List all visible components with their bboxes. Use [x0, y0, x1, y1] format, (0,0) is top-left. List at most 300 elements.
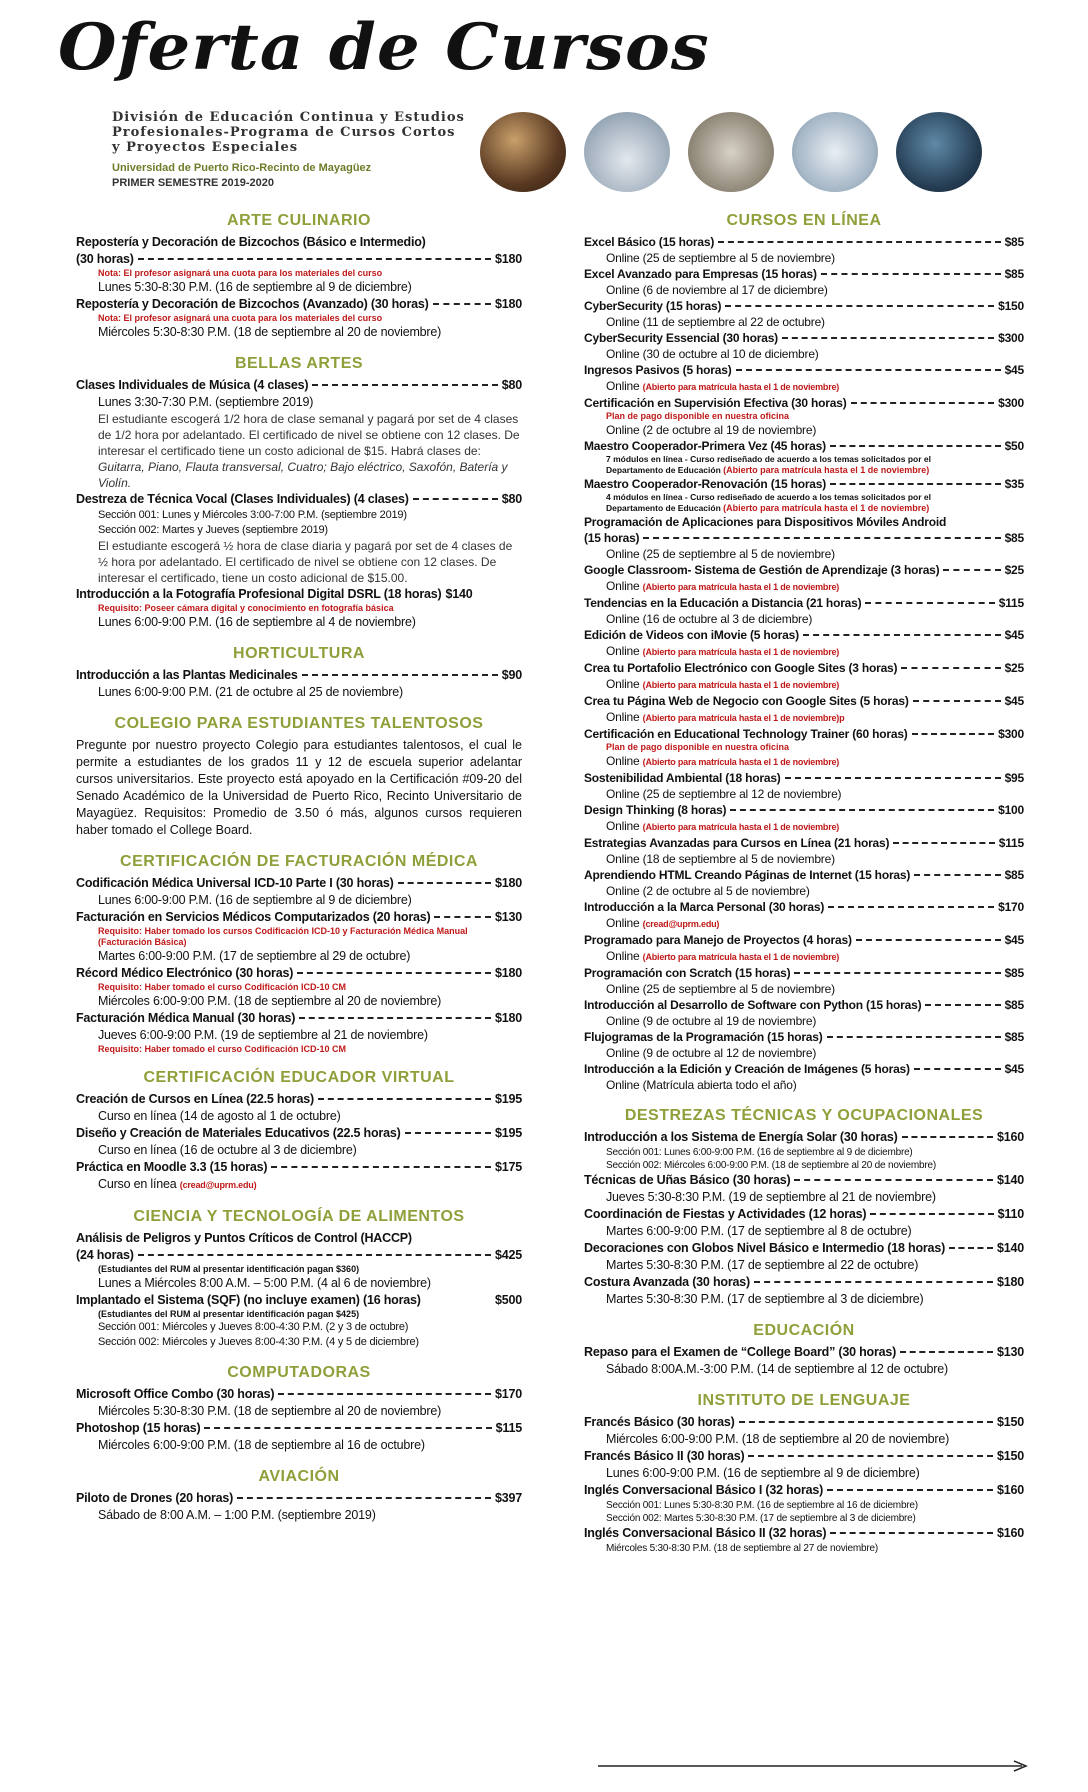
course-row [584, 266, 1024, 282]
online-course [584, 330, 1024, 362]
enrollment-note: (Abierto para matrícula hasta el 1 de noviembre) [642, 647, 840, 657]
online-course [584, 997, 1024, 1029]
course-row [76, 1490, 522, 1507]
course-schedule: Miércoles 6:00-9:00 P.M. (18 de septiembre al 20 de noviembre) [98, 994, 442, 1008]
course-price: $35 [1004, 477, 1024, 491]
course-schedule: Miércoles 5:30-8:30 P.M. (18 de septiembre al 20 de noviembre) [98, 1404, 442, 1418]
section-bellas-artes [76, 355, 522, 631]
course-name: Programación de Aplicaciones para Dispositivos Móviles Android [584, 515, 947, 529]
course-name: Estrategias Avanzadas para Cursos en Línea (21 horas) [584, 836, 890, 850]
email-link[interactable]: (cread@uprm.edu) [179, 1180, 257, 1190]
course-schedule: Sábado 8:00A.M.-3:00 P.M. (14 de septiembre al 12 de octubre) [606, 1362, 948, 1376]
section-title: ARTE CULINARIO [227, 212, 371, 229]
course-schedule: Sábado de 8:00 A.M. – 1:00 P.M. (septiembre 2019) [98, 1508, 376, 1522]
course-price: $397 [494, 1491, 522, 1505]
section-facturacion [76, 853, 522, 1055]
dash-leader [413, 498, 498, 500]
section-horticultura [76, 645, 522, 701]
course-row [76, 1247, 522, 1264]
course-price: $45 [1004, 628, 1024, 642]
course-row [584, 1240, 1024, 1257]
dash-leader [433, 303, 491, 305]
course-name: Design Thinking (8 horas) [584, 803, 727, 817]
enrollment-note: (Abierto para matrícula hasta el 1 de noviembre) [642, 757, 840, 767]
course-price: $150 [998, 299, 1024, 313]
dash-leader [851, 402, 995, 404]
enrollment-note: (Abierto para matrícula hasta el 1 de noviembre) [642, 382, 840, 392]
tablet-photo [792, 112, 878, 192]
section-computadoras [76, 1364, 522, 1454]
section-aviacion [76, 1468, 522, 1524]
course-schedule: Curso en línea (cread@uprm.edu) [98, 1177, 257, 1191]
dash-leader [830, 1532, 993, 1534]
course-name-cont: (24 horas) [76, 1248, 134, 1262]
course-schedule: Online (2 de octubre al 5 de noviembre) [606, 884, 810, 898]
course-schedule: Online (25 de septiembre al 5 de noviembre) [606, 251, 835, 265]
course-row [584, 1206, 1024, 1223]
dash-leader [785, 777, 1001, 779]
course-schedule: Online (Abierto para matrícula hasta el 1 de noviembre) [606, 579, 840, 593]
section-title: DESTREZAS TÉCNICAS Y OCUPACIONALES [624, 1107, 984, 1124]
online-course [584, 835, 1024, 867]
course-section: Sección 001: Lunes 6:00-9:00 P.M. (16 de septiembre al 9 de diciembre) [606, 1147, 913, 1158]
course-name: Análisis de Peligros y Puntos Críticos de Control (HACCP) [76, 1231, 412, 1245]
dash-leader [901, 667, 1000, 669]
course-price: $300 [998, 396, 1024, 410]
dash-leader [870, 1213, 993, 1215]
course-name: Costura Avanzada (30 horas) [584, 1275, 750, 1289]
section-title: HORTICULTURA [233, 645, 365, 662]
course-row [584, 693, 1024, 709]
dash-leader [405, 1132, 491, 1134]
course-row [76, 1159, 522, 1176]
course-schedule: Lunes 5:30-8:30 P.M. (16 de septiembre al 9 de diciembre) [98, 280, 412, 294]
course-row [584, 1129, 1024, 1146]
hands-photo [688, 112, 774, 192]
course-price: $45 [1004, 1062, 1024, 1076]
section-title: AVIACIÓN [258, 1468, 340, 1485]
course-schedule: Online (25 de septiembre al 5 de noviembre) [606, 982, 835, 996]
dash-leader [949, 1247, 993, 1249]
course-name: Francés Básico II (30 horas) [584, 1449, 745, 1463]
course-price: $45 [1004, 694, 1024, 708]
course-name: Introducción al Desarrollo de Software con Python (15 horas) [584, 998, 922, 1012]
dash-leader [736, 369, 1001, 371]
course-name: Inglés Conversacional Básico II (32 horas) [584, 1526, 827, 1540]
course-name: Crea tu Portafolio Electrónico con Google Sites (3 horas) [584, 661, 898, 675]
course-section: Sección 002: Martes y Jueves (septiembre 2019) [98, 524, 328, 536]
course-note: Requisito: Haber tomado el curso Codificación ICD-10 CM [98, 1044, 347, 1054]
kitchen-photo [480, 112, 566, 192]
course-schedule: Jueves 6:00-9:00 P.M. (19 de septiembre al 21 de noviembre) [98, 1028, 428, 1042]
course-row [584, 726, 1024, 742]
course-price: $85 [1004, 235, 1024, 249]
colegio-description: Pregunte por nuestro proyecto Colegio para estudiantes talentosos, el cual le permite a estudiantes de los grados 11 y 12 de escuela superior adelantar cursos universitarios. Este proyecto está apoyado en la Certificación #09-20 del Senado Académico de la Universidad de Puerto Rico, Recinto Universitario de Mayagüez. Requisitos: Promedio de 3.50 ó más, algunos cursos requieren haber tomado el College Board. [76, 738, 522, 837]
dash-leader [299, 1017, 491, 1019]
university-name: Universidad de Puerto Rico-Recinto de Mayagüez [112, 162, 372, 174]
online-course [584, 899, 1024, 932]
course-name: Implantado el Sistema (SQF) (no incluye examen) (16 horas) [76, 1293, 421, 1307]
course-price: $300 [998, 727, 1024, 741]
course-name: Sostenibilidad Ambiental (18 horas) [584, 771, 781, 785]
course-schedule: Miércoles 5:30-8:30 P.M. (18 de septiembre al 27 de noviembre) [606, 1543, 879, 1554]
course-schedule: Lunes 3:30-7:30 P.M. (septiembre 2019) [98, 395, 314, 409]
section-title: BELLAS ARTES [234, 355, 364, 372]
semester-label: PRIMER SEMESTRE 2019-2020 [112, 177, 275, 189]
course-price: $115 [998, 836, 1024, 850]
course-schedule: Online (9 de octubre al 19 de noviembre) [606, 1014, 817, 1028]
course-price: $100 [998, 803, 1024, 817]
dash-leader [237, 1497, 491, 1499]
course-row [584, 234, 1024, 250]
online-course [584, 298, 1024, 330]
course-schedule: Online (11 de septiembre al 22 de octubre) [606, 315, 825, 329]
course-row [76, 1125, 522, 1142]
dash-leader [138, 258, 491, 260]
online-course [584, 693, 1024, 726]
dash-leader [434, 916, 491, 918]
course-name: Maestro Cooperador-Renovación (15 horas) [584, 477, 827, 491]
course-schedule: Online (Matrícula abierta todo el año) [606, 1078, 797, 1092]
course-row [584, 867, 1024, 883]
online-course [584, 595, 1024, 627]
course-name: Excel Básico (15 horas) [584, 235, 715, 249]
enrollment-note: (Abierto para matrícula hasta el 1 de noviembre) [723, 503, 930, 513]
dash-leader [902, 1136, 993, 1138]
course-name: Certificación en Educational Technology Trainer (60 horas) [584, 727, 908, 741]
course-price: $50 [1004, 439, 1024, 453]
dash-leader [827, 1489, 993, 1491]
course-price: $150 [996, 1449, 1024, 1463]
course-name: Introducción a la Edición y Creación de Imágenes (5 horas) [584, 1062, 910, 1076]
course-row [584, 362, 1024, 378]
course-price: $80 [501, 492, 522, 506]
course-row [584, 965, 1024, 981]
section-destrezas [584, 1107, 1024, 1308]
dash-leader [914, 874, 1000, 876]
enrollment-note: (Abierto para matrícula hasta el 1 de noviembre) [642, 822, 840, 832]
course-row [584, 627, 1024, 643]
course-schedule: Martes 5:30-8:30 P.M. (17 de septiembre al 3 de diciembre) [606, 1292, 924, 1306]
course-row [76, 909, 522, 926]
course-row [76, 965, 522, 982]
dash-leader [821, 273, 1001, 275]
dash-leader [730, 809, 994, 811]
course-description: El estudiante escogerá 1/2 hora de clase semanal y pagará por set de 4 clases de 1/2 hora por adelantado. El certificado de nivel se obtiene con 12 clases. De interesar el certificado tiene un costo adicional de $15. Habrá clases de: [98, 412, 520, 458]
course-schedule: Jueves 5:30-8:30 P.M. (19 de septiembre al 21 de noviembre) [606, 1190, 936, 1204]
dash-leader [725, 305, 994, 307]
course-row [584, 1172, 1024, 1189]
enrollment-note: (cread@uprm.edu) [642, 919, 720, 929]
course-name: Facturación en Servicios Médicos Computarizados (20 horas) [76, 910, 431, 924]
course-row [584, 1482, 1024, 1499]
course-name: Creación de Cursos en Línea (22.5 horas) [76, 1092, 314, 1106]
course-price: $130 [996, 1345, 1024, 1359]
course-note: Nota: El profesor asignará una cuota para los materiales del curso [98, 313, 383, 323]
course-price: $500 [494, 1293, 522, 1307]
course-price: $140 [445, 587, 473, 601]
course-name: Microsoft Office Combo (30 horas) [76, 1387, 275, 1401]
course-price: $115 [998, 596, 1024, 610]
dash-leader [138, 1254, 491, 1256]
course-description: El estudiante escogerá ½ hora de clase diaria y pagará por set de 4 clases de ½ hora por adelantado. El certificado de nivel se obtiene con 12 clases. De interesar el certificado, tiene un costo adicional de $15.00. [98, 539, 513, 585]
course-row [584, 438, 1024, 454]
course-price: $140 [996, 1173, 1024, 1187]
course-name: CyberSecurity Essencial (30 horas) [584, 331, 778, 345]
course-schedule: Martes 6:00-9:00 P.M. (17 de septiembre al 29 de octubre) [98, 949, 411, 963]
section-title: CERTIFICACIÓN EDUCADOR VIRTUAL [143, 1069, 455, 1086]
online-course [584, 726, 1024, 770]
course-schedule: Online (Abierto para matrícula hasta el 1 de noviembre) [606, 949, 840, 963]
course-schedule: Online (9 de octubre al 12 de noviembre) [606, 1046, 817, 1060]
course-section: Sección 002: Martes 5:30-8:30 P.M. (17 de septiembre al 3 de diciembre) [606, 1513, 916, 1524]
student-discount: (Estudiantes del RUM al presentar identificación pagan $425) [98, 1309, 360, 1319]
dash-leader [830, 483, 1001, 485]
course-name: Técnicas de Uñas Básico (30 horas) [584, 1173, 791, 1187]
course-price: $160 [996, 1483, 1024, 1497]
course-schedule: Online (Abierto para matrícula hasta el 1 de noviembre) [606, 677, 840, 691]
course-name: Introducción a los Sistema de Energía Solar (30 horas) [584, 1130, 898, 1144]
course-schedule: Online (25 de septiembre al 12 de noviembre) [606, 787, 842, 801]
course-price: $115 [495, 1421, 522, 1435]
online-course [584, 1029, 1024, 1061]
course-schedule: Curso en línea (14 de agosto al 1 de octubre) [98, 1109, 341, 1123]
course-price: $85 [1004, 531, 1024, 545]
course-row [584, 530, 1024, 546]
course-name: Coordinación de Fiestas y Actividades (12 horas) [584, 1207, 867, 1221]
course-price: $25 [1004, 661, 1024, 675]
course-schedule: Online (30 de octubre al 10 de diciembre) [606, 347, 819, 361]
dash-leader [398, 882, 491, 884]
dash-leader [297, 972, 491, 974]
payment-plan-note: Plan de pago disponible en nuestra oficina [606, 411, 790, 421]
course-price: $300 [998, 331, 1024, 345]
course-name: Repostería y Decoración de Bizcochos (Avanzado) (30 horas) [76, 297, 429, 311]
course-name: Google Classroom- Sistema de Gestión de Aprendizaje (3 horas) [584, 563, 940, 577]
course-section: Sección 002: Miércoles 6:00-9:00 P.M. (18 de septiembre al 20 de noviembre) [606, 1160, 937, 1171]
online-course [584, 266, 1024, 298]
course-schedule: Online (25 de septiembre al 5 de noviembre) [606, 547, 835, 561]
section-cursos-en-linea [584, 212, 1024, 1093]
dash-leader [925, 1004, 1000, 1006]
course-row [584, 1274, 1024, 1291]
course-section: Sección 001: Miércoles y Jueves 8:00-4:30 P.M. (2 y 3 de octubre) [98, 1321, 409, 1333]
course-schedule: Online (Abierto para matrícula hasta el 1 de noviembre)p [606, 710, 845, 724]
course-note: Requisito: Poseer cámara digital y conocimiento en fotografía básica [98, 603, 394, 613]
online-course [584, 867, 1024, 899]
course-name: CyberSecurity (15 horas) [584, 299, 722, 313]
course-note: Requisito: Haber tomado el curso Codificación ICD-10 CM [98, 982, 347, 992]
course-schedule: Online (Abierto para matrícula hasta el 1 de noviembre) [606, 644, 840, 658]
right-column [584, 206, 1024, 1569]
course-note: Requisito: Haber tomado los cursos Codificación ICD-10 y Facturación Médica Manual (Facturación Básica) [98, 926, 468, 947]
online-course [584, 1061, 1024, 1093]
online-course [584, 627, 1024, 660]
course-price: $180 [494, 966, 522, 980]
dash-leader [827, 1036, 1001, 1038]
course-name: Récord Médico Electrónico (30 horas) [76, 966, 294, 980]
dash-leader [943, 569, 1000, 571]
course-name: Diseño y Creación de Materiales Educativos (22.5 horas) [76, 1126, 401, 1140]
course-name: Introducción a la Marca Personal (30 horas) [584, 900, 825, 914]
dash-leader [803, 634, 1001, 636]
course-schedule: Martes 6:00-9:00 P.M. (17 de septiembre al 8 de octubre) [606, 1224, 912, 1238]
guitar-photo [896, 112, 982, 192]
online-course [584, 438, 1024, 476]
section-title: CURSOS EN LÍNEA [726, 212, 882, 229]
dash-leader [643, 537, 1000, 539]
instrument-list: Guitarra, Piano, Flauta transversal, Cuatro; Bajo eléctrico, Saxofón, Batería y Violín. [98, 460, 508, 490]
division-name: División de Educación Continua y Estudios Profesionales-Programa de Cursos Cortos y Proyectos Especiales [112, 110, 465, 155]
course-price: $95 [1004, 771, 1024, 785]
payment-plan-note: Plan de pago disponible en nuestra oficina [606, 742, 790, 752]
online-course [584, 362, 1024, 395]
course-schedule: Lunes 6:00-9:00 P.M. (21 de octubre al 25 de noviembre) [98, 685, 403, 699]
course-name: Maestro Cooperador-Primera Vez (45 horas) [584, 439, 826, 453]
section-educacion [584, 1322, 1024, 1378]
course-price: $175 [494, 1160, 522, 1174]
course-row [584, 476, 1024, 492]
course-schedule: Miércoles 6:00-9:00 P.M. (18 de septiembre al 20 de noviembre) [606, 1432, 950, 1446]
dash-leader [900, 1351, 993, 1353]
course-modules: 4 módulos en línea - Curso rediseñado de acuerdo a los temas solicitados por el [606, 492, 931, 502]
course-note: Nota: El profesor asignará una cuota para los materiales del curso [98, 268, 383, 278]
course-name: Programado para Manejo de Proyectos (4 horas) [584, 933, 852, 947]
online-course [584, 770, 1024, 802]
course-price: $195 [494, 1092, 522, 1106]
dash-leader [830, 445, 1001, 447]
dash-leader [782, 337, 994, 339]
course-price: $85 [1004, 868, 1024, 882]
online-course [584, 476, 1024, 514]
course-row [584, 997, 1024, 1013]
course-price: $180 [494, 297, 522, 311]
course-row [584, 660, 1024, 676]
dash-leader [302, 674, 498, 676]
dash-leader [204, 1427, 491, 1429]
course-section: Sección 001: Lunes 5:30-8:30 P.M. (16 de septiembre al 16 de diciembre) [606, 1500, 918, 1511]
course-name: Crea tu Página Web de Negocio con Google Sites (5 horas) [584, 694, 909, 708]
course-name: Certificación en Supervisión Efectiva (30 horas) [584, 396, 847, 410]
course-modules: Departamento de Educación (Abierto para matrícula hasta el 1 de noviembre) [606, 465, 930, 475]
course-name: Francés Básico (30 horas) [584, 1415, 735, 1429]
course-row [76, 1420, 522, 1437]
course-row [76, 377, 522, 394]
course-row [76, 667, 522, 684]
course-row [76, 251, 522, 268]
enrollment-note: (Abierto para matrícula hasta el 1 de noviembre) [642, 952, 840, 962]
dash-leader [754, 1281, 993, 1283]
enrollment-note: (Abierto para matrícula hasta el 1 de noviembre) [642, 582, 840, 592]
course-name: Repaso para el Examen de “College Board” (30 horas) [584, 1345, 897, 1359]
course-schedule: Lunes 6:00-9:00 P.M. (16 de septiembre al 4 de noviembre) [98, 615, 416, 629]
section-arte-culinario [76, 212, 522, 341]
course-row [584, 1344, 1024, 1361]
enrollment-note: (Abierto para matrícula hasta el 1 de noviembre)p [642, 713, 845, 723]
course-row [584, 1029, 1024, 1045]
enrollment-note: (Abierto para matrícula hasta el 1 de noviembre) [642, 680, 840, 690]
course-price: $130 [494, 910, 522, 924]
course-name: Edición de Videos con iMovie (5 horas) [584, 628, 799, 642]
section-title: CERTIFICACIÓN DE FACTURACIÓN MÉDICA [120, 853, 478, 870]
dash-leader [794, 972, 1000, 974]
course-schedule: Online (Abierto para matrícula hasta el 1 de noviembre) [606, 754, 840, 768]
course-schedule: Online (cread@uprm.edu) [606, 916, 720, 930]
online-course [584, 802, 1024, 835]
course-schedule: Online (18 de septiembre al 5 de noviembre) [606, 852, 835, 866]
course-row [584, 395, 1024, 411]
course-schedule: Online (16 de octubre al 3 de diciembre) [606, 612, 813, 626]
course-row [584, 1414, 1024, 1431]
course-name: Repostería y Decoración de Bizcochos (Básico e Intermedio) [76, 235, 426, 249]
course-name: Introducción a la Fotografía Profesional Digital DSRL (18 horas) [76, 587, 442, 601]
course-row [76, 491, 522, 508]
course-row [76, 1010, 522, 1027]
course-name: Inglés Conversacional Básico I (32 horas) [584, 1483, 824, 1497]
dash-leader [318, 1098, 491, 1100]
course-row [584, 835, 1024, 851]
online-course [584, 562, 1024, 595]
course-schedule: Online (Abierto para matrícula hasta el 1 de noviembre) [606, 819, 840, 833]
course-schedule: Curso en línea (16 de octubre al 3 de diciembre) [98, 1143, 357, 1157]
course-name: Photoshop (15 horas) [76, 1421, 201, 1435]
laptop-photo [584, 112, 670, 192]
course-section: Sección 002: Miércoles y Jueves 8:00-4:30 P.M. (4 y 5 de diciembre) [98, 1336, 419, 1348]
course-price: $170 [998, 900, 1024, 914]
dash-leader [312, 384, 497, 386]
course-name: Clases Individuales de Música (4 clases) [76, 378, 309, 392]
continue-arrow-icon [598, 1760, 1032, 1772]
course-price: $160 [996, 1130, 1024, 1144]
course-row [76, 586, 522, 603]
section-title: CIENCIA Y TECNOLOGÍA DE ALIMENTOS [133, 1208, 465, 1225]
course-schedule: Lunes a Miércoles 8:00 A.M. – 5:00 P.M. (4 al 6 de noviembre) [98, 1276, 431, 1290]
course-row [584, 330, 1024, 346]
course-name: Introducción a las Plantas Medicinales [76, 668, 298, 682]
dash-leader [794, 1179, 993, 1181]
course-modules: Departamento de Educación (Abierto para matrícula hasta el 1 de noviembre) [606, 503, 930, 513]
online-course [584, 514, 1024, 562]
course-row [584, 1448, 1024, 1465]
course-schedule: Miércoles 5:30-8:30 P.M. (18 de septiembre al 20 de noviembre) [98, 325, 442, 339]
dash-leader [278, 1393, 491, 1395]
section-colegio [76, 715, 522, 839]
course-price: $425 [494, 1248, 522, 1262]
course-row [584, 899, 1024, 915]
course-row [584, 770, 1024, 786]
course-price: $80 [501, 378, 522, 392]
course-name: Excel Avanzado para Empresas (15 horas) [584, 267, 817, 281]
course-price: $85 [1004, 966, 1024, 980]
dash-leader [739, 1421, 993, 1423]
page-title: Oferta de Cursos [58, 10, 710, 85]
course-price: $170 [494, 1387, 522, 1401]
section-educador-virtual [76, 1069, 522, 1194]
course-price: $180 [494, 876, 522, 890]
enrollment-note: (Abierto para matrícula hasta el 1 de noviembre) [723, 465, 930, 475]
course-schedule: Lunes 6:00-9:00 P.M. (16 de septiembre al 9 de diciembre) [606, 1466, 920, 1480]
course-row [584, 1525, 1024, 1542]
course-price: $110 [997, 1207, 1024, 1221]
course-row [584, 932, 1024, 948]
course-schedule: Online (Abierto para matrícula hasta el 1 de noviembre) [606, 379, 840, 393]
dash-leader [856, 939, 1001, 941]
course-price: $180 [494, 1011, 522, 1025]
online-course-list [584, 234, 1024, 1093]
dash-leader [893, 842, 994, 844]
dash-leader [718, 241, 1000, 243]
section-title: EDUCACIÓN [753, 1322, 855, 1339]
